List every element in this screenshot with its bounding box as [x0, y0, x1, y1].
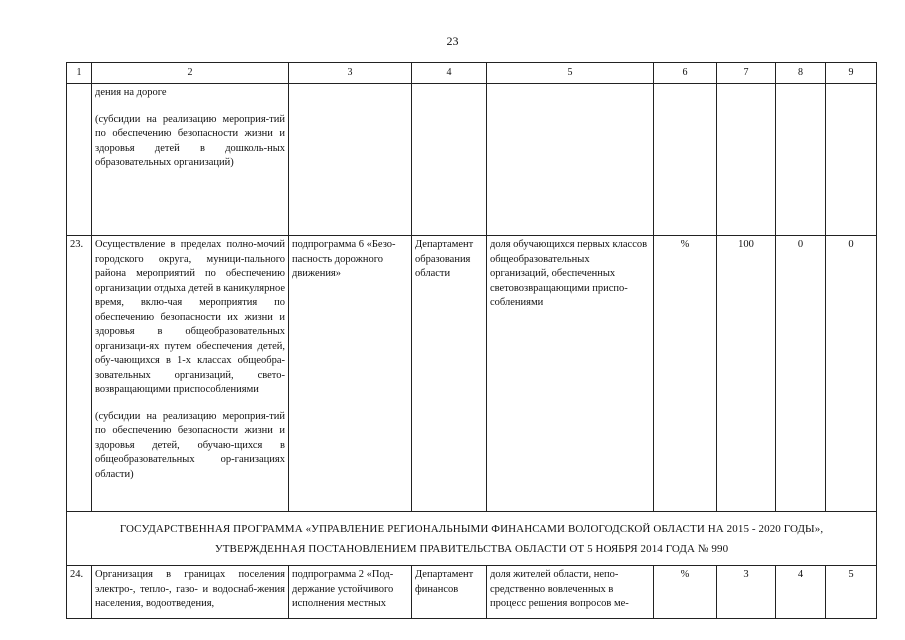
measure-text: дения на дороге [95, 87, 167, 98]
measure-cell: Организация в границах поселения электро-, тепло-, газо- и водоснаб-жения населения, водоотведения, [92, 566, 289, 619]
table-row-continued [67, 84, 877, 236]
unit-cell [654, 84, 717, 236]
value-cell: 0 [776, 236, 826, 512]
value-cell: 0 [826, 236, 877, 512]
department-cell: Департамент финансов [412, 566, 487, 619]
subprogram-cell: подпрограмма 2 «Под-держание устойчивого исполнения местных [289, 566, 412, 619]
unit-cell: % [654, 236, 717, 512]
value-cell: 4 [776, 566, 826, 619]
value-cell: 5 [826, 566, 877, 619]
indicator-cell: доля обучающихся первых классов общеобразовательных организаций, обеспеченных световозвращающими приспо-соблениями [487, 236, 654, 512]
column-header: 4 [412, 63, 487, 84]
indicator-cell [487, 84, 654, 236]
program-heading-line: ГОСУДАРСТВЕННАЯ ПРОГРАММА «УПРАВЛЕНИЕ РЕГИОНАЛЬНЫМИ ФИНАНСАМИ ВОЛОГОДСКОЙ ОБЛАСТИ НА 2015 - 2020 ГОДЫ», [119, 522, 824, 535]
measure-cell [92, 236, 289, 512]
column-header: 1 [67, 63, 92, 84]
row-number-cell: 24. [67, 566, 92, 619]
program-heading-line: УТВЕРЖДЕННАЯ ПОСТАНОВЛЕНИЕМ ПРАВИТЕЛЬСТВА ОБЛАСТИ ОТ 5 НОЯБРЯ 2014 ГОДА № 990 [214, 542, 729, 555]
subsidy-note: (субсидии на реализацию мероприя-тий по обеспечению безопасности жизни и здоровья детей в дошколь-ных образовательных организаций) [95, 113, 285, 168]
department-cell [412, 84, 487, 236]
column-header: 3 [289, 63, 412, 84]
column-header: 5 [487, 63, 654, 84]
section-heading-row [67, 512, 877, 566]
department-cell: Департамент образования области [412, 236, 487, 512]
value-cell: 100 [717, 236, 776, 512]
page-number: 23 [446, 34, 459, 48]
column-header: 6 [654, 63, 717, 84]
row-number-cell: 23. [67, 236, 92, 512]
subprogram-cell [289, 84, 412, 236]
program-table [66, 62, 877, 619]
table-row-23 [67, 236, 877, 512]
measure-text: Осуществление в пределах полно-мочий городского округа, муници-пального района мероприятий по обеспечению организации отдыха детей в каникулярное время, вклю-чая мероприятия по обеспечению безопасности их жизни и здоровья в общеобразовательных организаци-ях путем обеспечения детей, обу-чающихся в 1-х классах общеобра-зовательных организаций, свето-возвращающими приспособлениями [95, 239, 285, 395]
value-cell [717, 84, 776, 236]
measure-cell [92, 84, 289, 236]
table-row-24 [67, 566, 877, 619]
indicator-cell: доля жителей области, непо-средственно вовлеченных в процесс решения вопросов ме- [487, 566, 654, 619]
column-header: 8 [776, 63, 826, 84]
unit-cell: % [654, 566, 717, 619]
subsidy-note: (субсидии на реализацию мероприя-тий по обеспечению безопасности жизни и здоровья детей, обучаю-щихся в общеобразовательных ор-ганизациях области) [95, 410, 285, 480]
value-cell [776, 84, 826, 236]
row-number-cell [67, 84, 92, 236]
column-number-row [67, 63, 877, 84]
column-header: 7 [717, 63, 776, 84]
program-heading [67, 512, 877, 566]
value-cell [826, 84, 877, 236]
value-cell: 3 [717, 566, 776, 619]
column-header: 2 [92, 63, 289, 84]
column-header: 9 [826, 63, 877, 84]
subprogram-cell: подпрограмма 6 «Безо-пасность дорожного движения» [289, 236, 412, 512]
